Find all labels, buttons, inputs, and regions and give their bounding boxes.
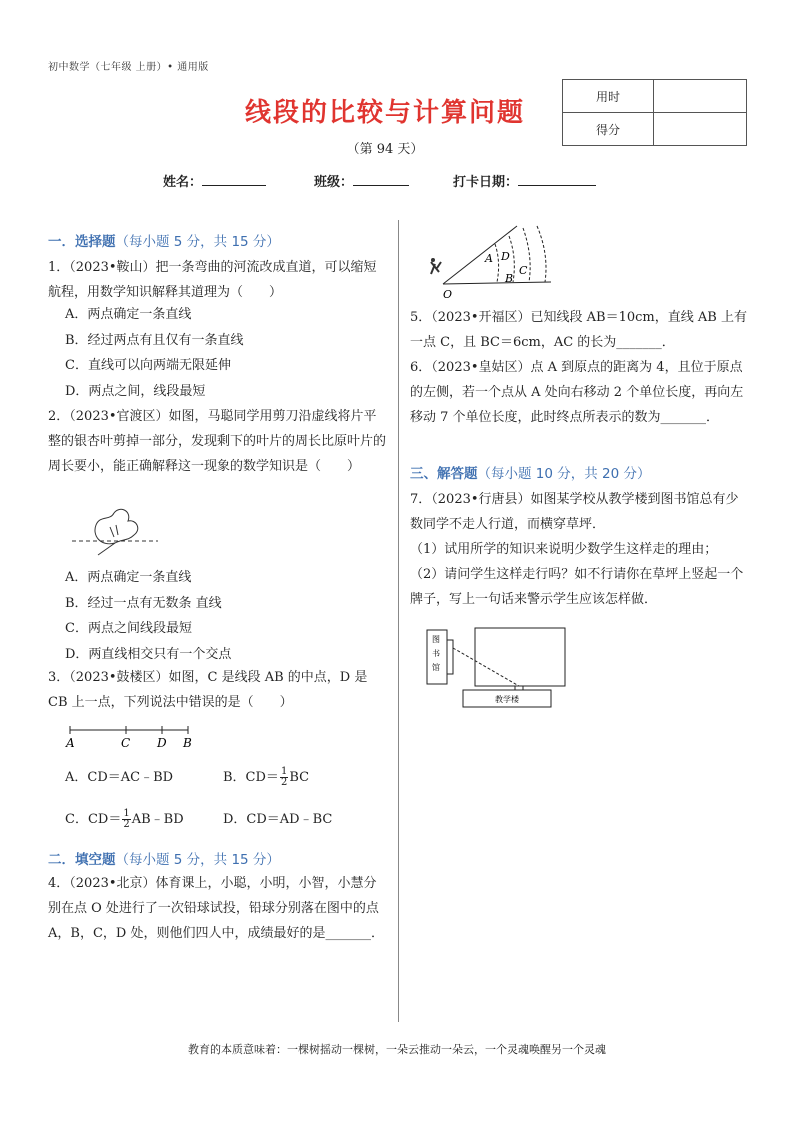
score-value[interactable] [654,113,747,146]
point-d-label: D [501,250,510,263]
thrower-icon [431,258,441,274]
point-a-label: A [66,736,75,750]
building-label: 教学楼 [495,695,519,704]
q3-stem: 3．（2023•鼓楼区）如图，C 是线段 AB 的中点，D 是 CB 上一点，下列说法中错误的是（ ） [48,670,368,710]
score-table [562,79,747,146]
fraction-half: $\frac{1}{2}$ [123,808,130,830]
campus-map-figure [425,626,575,710]
class-field[interactable]: 班级： [314,171,409,190]
library-char-2: 书 [432,649,440,658]
point-o-label: O [443,288,453,301]
point-b-label: B [183,736,192,750]
page-title: 线段的比较与计算问题 [244,98,525,128]
section3-title: 三、解答题（每小题 10 分，共 20 分） [410,466,651,482]
q3-option-d[interactable]: D．CD＝AD﹣BC [223,812,333,827]
q2-option-b[interactable]: B．经过一点有无数条 直线 [65,595,222,611]
q7-part2: （2）请问学生这样走行吗？如不行请你在草坪上竖起一个牌子，写上一句话来警示学生应该怎样做． [410,567,744,607]
shot-put-figure [425,222,565,302]
section2-title: 二．填空题（每小题 5 分，共 15 分） [48,852,280,868]
q6-stem: 6．（2023•皇姑区）点 A 到原点的距离为 4，且位于原点的左侧，若一个点从 A 处向右移动 2 个单位长度，再向左移动 7 个单位长度，此时终点所表示的数为_______． [410,360,744,425]
q1-option-d[interactable]: D．两点之间，线段最短 [65,383,206,399]
library-char-1: 图 [432,635,440,644]
segment-ab-figure [64,722,204,750]
q1-options [65,302,244,404]
score-label: 得分 [563,113,654,146]
column-divider [398,220,399,1022]
q4-stem: 4．（2023•北京）体育课上，小聪，小明，小智，小慧分别在点 O 处进行了一次铅球试投，铅球分别落在图中的点 A，B，C，D 处，则他们四人中，成绩最好的是_______． [48,876,384,941]
q3-option-b[interactable]: B．CD＝ $\frac{1}{2}$ BC [223,766,310,788]
q1-option-c[interactable]: C．直线可以向两端无限延伸 [65,358,231,373]
q3-option-c[interactable]: C．CD＝ $\frac{1}{2}$ AB﹣BD [65,808,184,830]
q5-stem: 5．（2023•开福区）已知线段 AB＝10cm，直线 AB 上有一点 C，且 BC＝6cm，AC 的长为_______． [410,310,747,350]
library-char-3: 馆 [432,663,440,672]
fraction-half: $\frac{1}{2}$ [280,766,288,788]
q2-option-c[interactable]: C．两点之间线段最短 [65,621,192,636]
q1-stem: 1．（2023•鞍山）把一条弯曲的河流改成直道，可以缩短航程，用数学知识解释其道理为（ ） [48,260,377,300]
ginkgo-leaf-figure [70,505,160,560]
day-label: （第 94 天） [346,142,424,157]
time-value[interactable] [654,80,747,113]
point-c-label: C [519,264,528,277]
point-d-label: D [157,736,167,750]
q2-option-a[interactable]: A．两点确定一条直线 [65,570,192,585]
q2-stem: 2．（2023•官渡区）如图，马聪同学用剪刀沿虚线将片平整的银杏叶剪掉一部分，发现剩下的叶片的周长比原叶片的周长要小，能正确解释这一现象的数学知识是（ ） [48,409,387,474]
q1-option-b[interactable]: B．经过两点有且仅有一条直线 [65,332,244,348]
footer-quote: 教育的本质意味着：一棵树摇动一棵树，一朵云推动一朵云，一个灵魂唤醒另一个灵魂 [188,1043,606,1056]
q2-option-d[interactable]: D．两直线相交只有一个交点 [65,646,232,662]
section1-title: 一．选择题（每小题 5 分，共 15 分） [48,234,280,250]
q7-part1: （1）试用所学的知识来说明少数学生这样走的理由； [410,542,718,557]
name-field[interactable]: 姓名： [163,171,266,190]
q1-option-a[interactable]: A．两点确定一条直线 [65,307,192,322]
point-b-label: B [505,272,514,285]
time-label: 用时 [563,80,654,113]
header-tag: 初中数学（七年级 上册）• 通用版 [48,62,209,73]
q7-stem: 7．（2023•行唐县）如图某学校从教学楼到图书馆总有少数同学不走人行道，而横穿草坪． [410,492,739,532]
q2-options [65,565,231,667]
point-c-label: C [121,736,131,750]
point-a-label: A [485,252,493,265]
date-field[interactable]: 打卡日期： [453,171,596,190]
q3-option-a[interactable]: A．CD＝AC﹣BD [65,770,174,785]
